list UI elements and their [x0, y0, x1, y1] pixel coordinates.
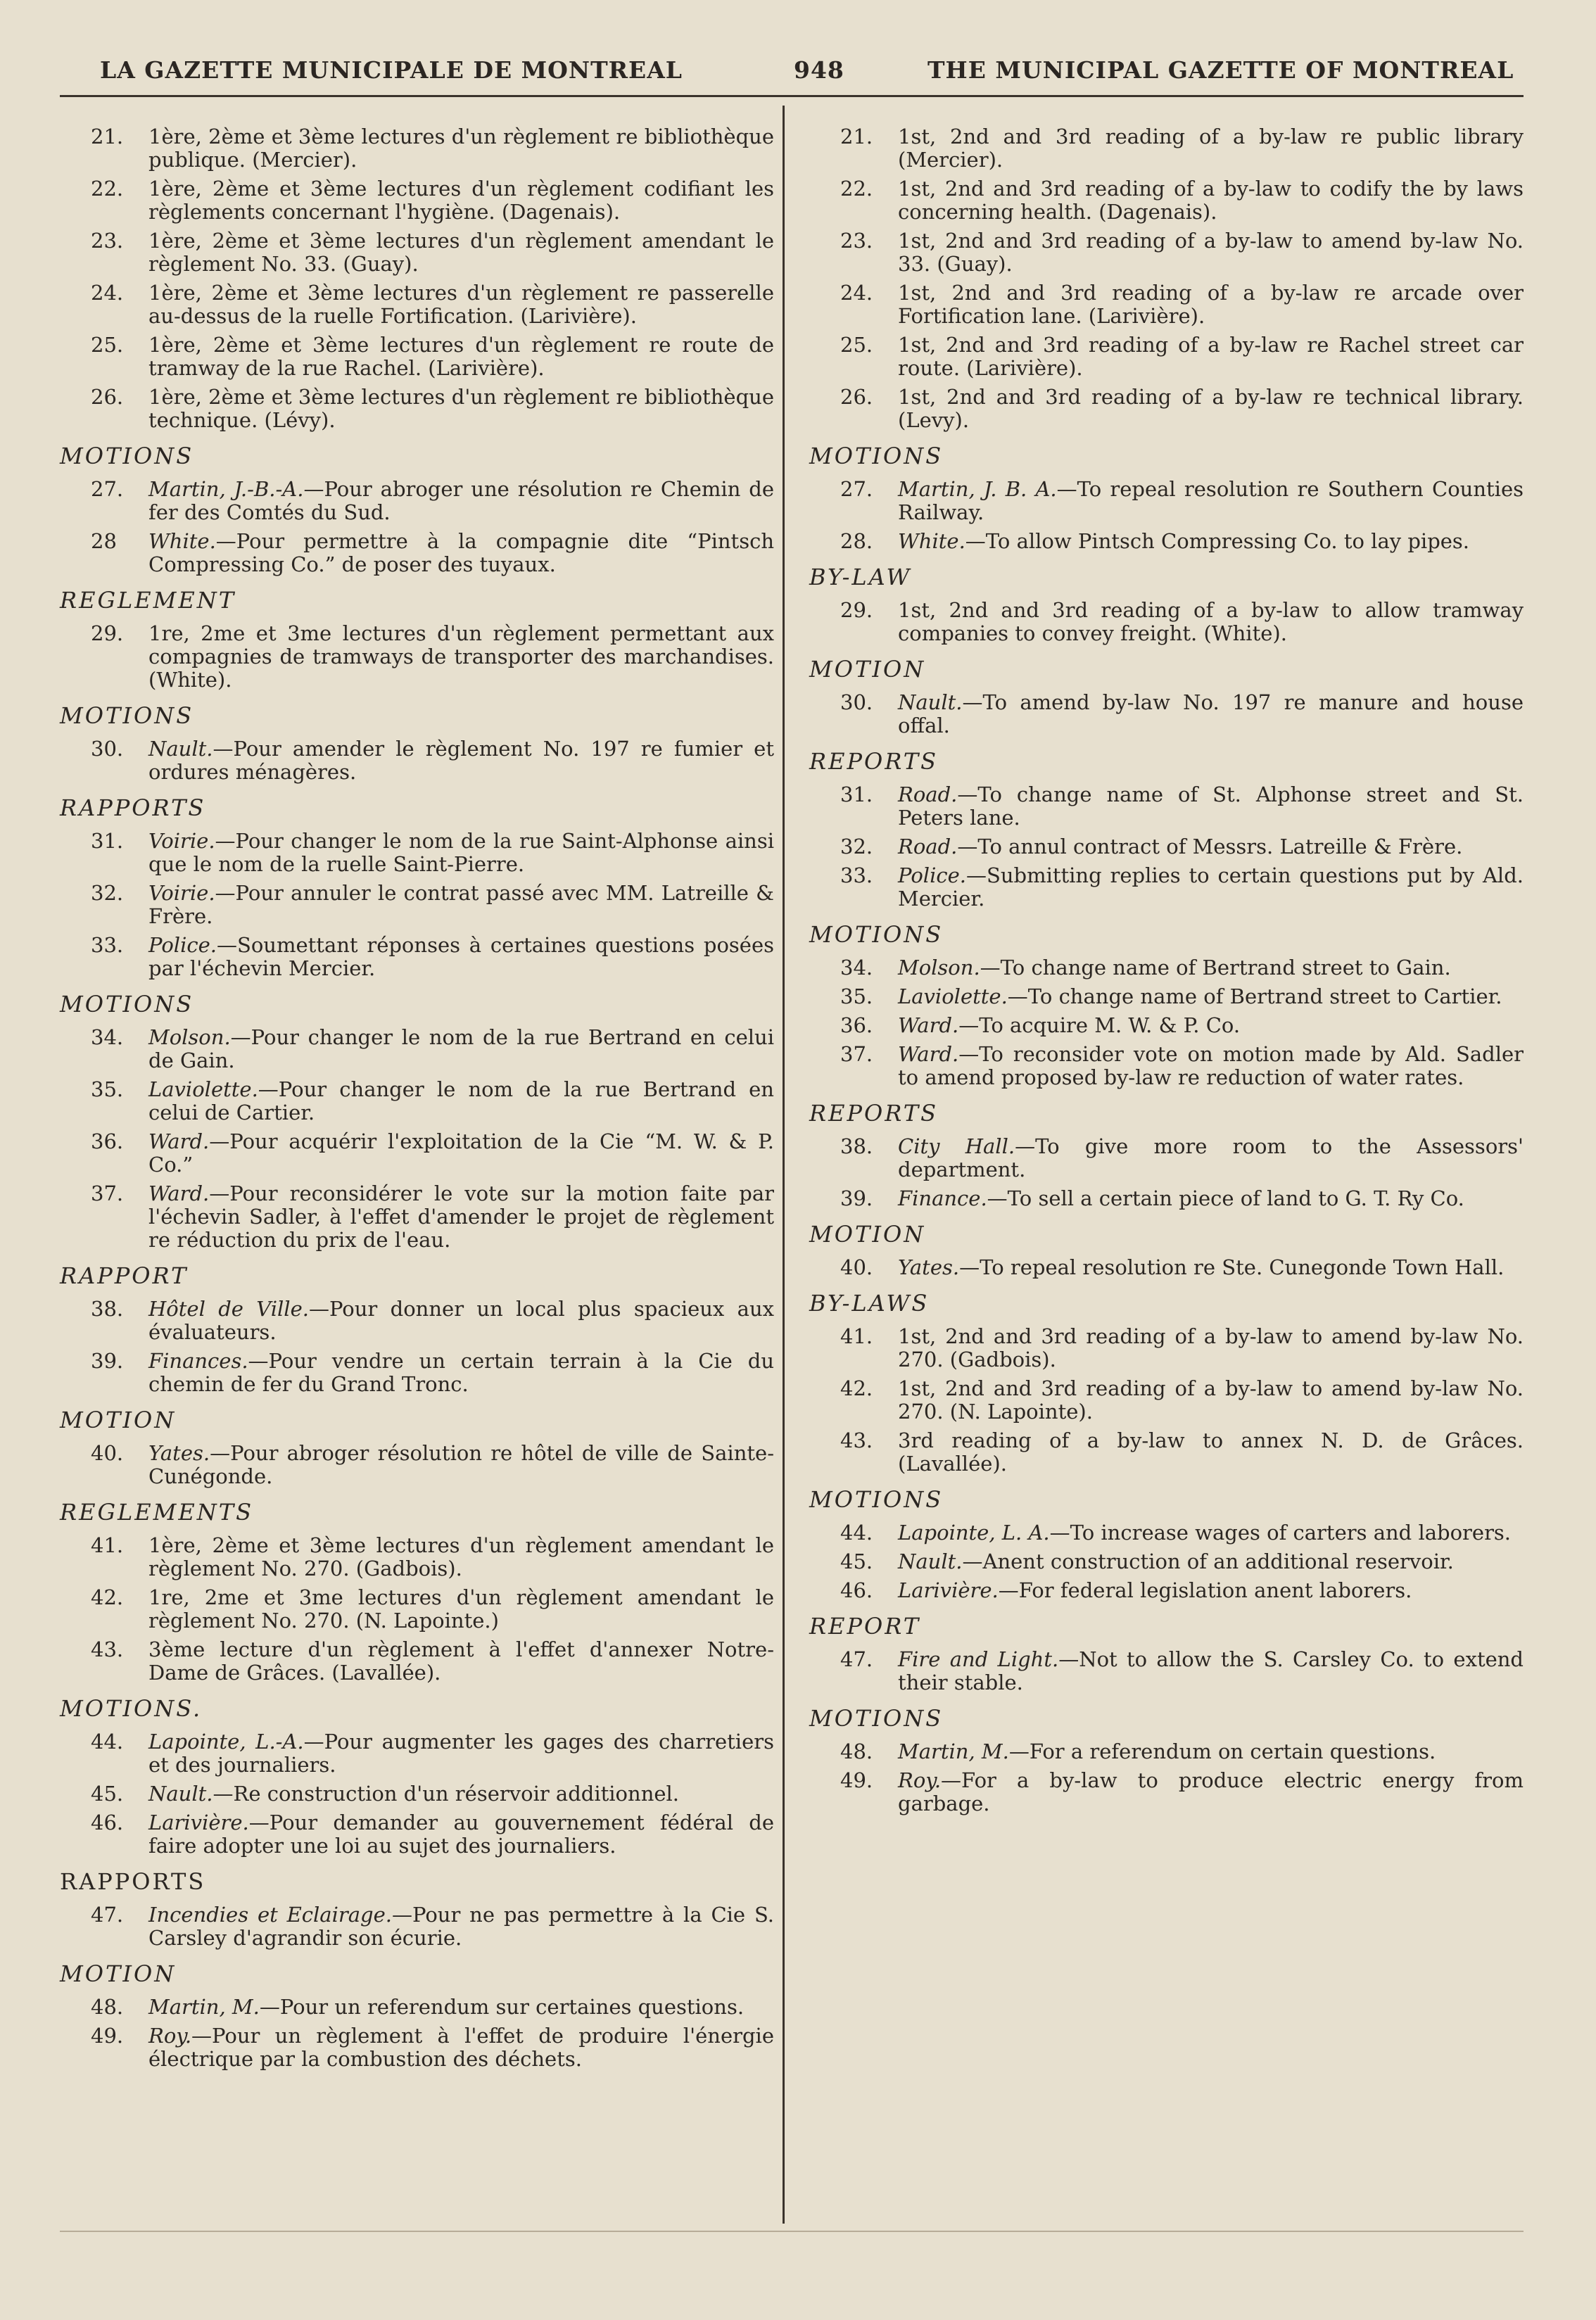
item-text: 1ère, 2ème et 3ème lectures d'un règlement amendant le règlement No. 270. (Gadbois). — [148, 1533, 774, 1580]
item-number: 34. — [840, 956, 873, 980]
item-number: 48. — [91, 1995, 124, 2019]
section-heading: REPORT — [809, 1613, 921, 1640]
item-mover: Police. — [148, 933, 217, 957]
item-text: 1ère, 2ème et 3ème lectures d'un règlement re bibliothèque technique. (Lévy). — [148, 385, 774, 432]
section-heading: MOTIONS — [809, 1486, 944, 1513]
section-heading: BY-LAWS — [809, 1290, 930, 1317]
agenda-item — [60, 1182, 774, 1252]
section-heading: MOTIONS — [60, 443, 194, 469]
agenda-item — [60, 2024, 774, 2071]
item-text: —Pour changer le nom de la rue Bertrand en celui de Cartier. — [148, 1077, 774, 1124]
agenda-item — [60, 1730, 774, 1777]
item-number: 27. — [91, 477, 124, 501]
item-mover: Laviolette. — [148, 1077, 258, 1101]
item-number: 28 — [91, 529, 117, 553]
section-heading: MOTION — [809, 1221, 926, 1248]
agenda-item — [60, 125, 774, 172]
agenda-item — [60, 1638, 774, 1685]
agenda-item — [60, 1298, 774, 1344]
header-english-title: THE MUNICIPAL GAZETTE OF MONTREAL — [927, 56, 1514, 84]
item-mover: Larivière. — [898, 1578, 999, 1602]
item-mover: Martin, M. — [148, 1995, 260, 2019]
agenda-item — [60, 1078, 774, 1124]
item-number: 31. — [840, 782, 873, 806]
agenda-item — [809, 1377, 1524, 1424]
item-mover: Finances. — [148, 1349, 248, 1373]
agenda-item — [809, 229, 1524, 276]
item-mover: Larivière. — [148, 1811, 249, 1834]
item-text: —Pour abroger une résolution re Chemin de fer des Comtés du Sud. — [148, 477, 774, 524]
item-number: 39. — [91, 1349, 124, 1373]
item-number: 33. — [840, 863, 873, 887]
agenda-item — [809, 1579, 1524, 1602]
item-number: 30. — [840, 690, 873, 714]
item-number: 43. — [840, 1428, 873, 1452]
item-number: 24. — [91, 281, 124, 305]
agenda-item — [809, 783, 1524, 830]
item-number: 46. — [840, 1578, 873, 1602]
agenda-item — [809, 691, 1524, 737]
french-column — [60, 125, 774, 2077]
agenda-item — [809, 478, 1524, 524]
item-number: 29. — [840, 598, 873, 622]
item-number: 30. — [91, 737, 124, 761]
agenda-item — [809, 1648, 1524, 1694]
item-number: 23. — [840, 229, 873, 253]
agenda-item — [60, 229, 774, 276]
item-text: —Anent construction of an additional reservoir. — [962, 1549, 1454, 1573]
item-number: 23. — [91, 229, 124, 253]
agenda-item — [809, 864, 1524, 911]
section-heading: MOTION — [809, 656, 926, 683]
bottom-rule — [60, 2231, 1524, 2232]
item-text: —For federal legislation anent laborers. — [998, 1578, 1412, 1602]
item-mover: Road. — [898, 835, 958, 858]
item-mover: White. — [148, 529, 216, 553]
item-text: —To repeal resolution re Ste. Cunegonde Town Hall. — [959, 1255, 1505, 1279]
item-number: 24. — [840, 281, 873, 305]
section-heading: REPORTS — [809, 1100, 939, 1127]
agenda-item — [809, 1550, 1524, 1573]
agenda-item — [809, 835, 1524, 858]
agenda-item — [809, 599, 1524, 645]
item-text: —To give more room to the Assessors' department. — [898, 1134, 1524, 1181]
item-number: 25. — [91, 333, 124, 357]
item-text: 3rd reading of a by-law to annex N. D. de Grâces. (Lavallée). — [898, 1428, 1524, 1476]
item-mover: Martin, M. — [898, 1739, 1009, 1763]
item-text: 1st, 2nd and 3rd reading of a by-law re arcade over Fortification lane. (Larivière). — [898, 281, 1524, 328]
agenda-item — [809, 1521, 1524, 1545]
item-text: —Not to allow the S. Carsley Co. to extend their stable. — [898, 1647, 1524, 1694]
agenda-item — [809, 1740, 1524, 1763]
item-mover: Roy. — [898, 1768, 942, 1792]
item-number: 37. — [91, 1181, 124, 1205]
agenda-item — [60, 737, 774, 784]
section-heading: MOTIONS — [809, 1705, 944, 1732]
item-text: —Pour un referendum sur certaines questions. — [259, 1995, 745, 2019]
item-text: —Pour changer le nom de la rue Saint-Alphonse ainsi que le nom de la ruelle Saint-Pierre. — [148, 829, 774, 876]
item-number: 49. — [840, 1768, 873, 1792]
item-text: —For a by-law to produce electric energy from garbage. — [898, 1768, 1524, 1815]
item-number: 35. — [91, 1077, 124, 1101]
agenda-item — [809, 177, 1524, 224]
agenda-item — [60, 386, 774, 432]
item-text: 1ère, 2ème et 3ème lectures d'un règlement re bibliothèque publique. (Mercier). — [148, 125, 774, 172]
agenda-item — [60, 1534, 774, 1580]
item-mover: Nault. — [898, 690, 963, 714]
item-number: 25. — [840, 333, 873, 357]
item-mover: Road. — [898, 782, 958, 806]
item-text: 1st, 2nd and 3rd reading of a by-law to allow tramway companies to convey freight. (White). — [898, 598, 1524, 645]
item-number: 22. — [840, 177, 873, 201]
item-number: 45. — [840, 1549, 873, 1573]
agenda-item — [809, 334, 1524, 380]
agenda-item — [809, 1187, 1524, 1210]
item-number: 47. — [91, 1903, 124, 1927]
item-text: 1st, 2nd and 3rd reading of a by-law re technical library. (Levy). — [898, 385, 1524, 432]
item-mover: Laviolette. — [898, 984, 1008, 1008]
section-heading: BY-LAW — [809, 564, 912, 590]
item-number: 38. — [91, 1297, 124, 1321]
item-mover: Yates. — [898, 1255, 960, 1279]
item-number: 27. — [840, 477, 873, 501]
item-number: 40. — [840, 1255, 873, 1279]
item-mover: Martin, J. B. A. — [898, 477, 1057, 501]
section-heading: MOTION — [60, 1407, 177, 1433]
item-mover: Voirie. — [148, 829, 215, 853]
item-number: 43. — [91, 1637, 124, 1661]
item-number: 33. — [91, 933, 124, 957]
item-number: 29. — [91, 621, 124, 645]
item-text: 3ème lecture d'un règlement à l'effet d'annexer Notre-Dame de Grâces. (Lavallée). — [148, 1637, 774, 1685]
item-text: 1st, 2nd and 3rd reading of a by-law re public library (Mercier). — [898, 125, 1524, 172]
agenda-item — [809, 125, 1524, 172]
section-heading: RAPPORT — [60, 1262, 189, 1289]
item-text: —Pour acquérir l'exploitation de la Cie “M. W. & P. Co.” — [148, 1129, 774, 1177]
item-number: 44. — [840, 1521, 873, 1545]
agenda-item — [60, 1811, 774, 1858]
item-text: —Pour un règlement à l'effet de produire l'énergie électrique par la combustion des déchets. — [148, 2024, 774, 2071]
item-text: —Re construction d'un réservoir additionnel. — [213, 1782, 680, 1806]
item-text: —Pour augmenter les gages des charretiers et des journaliers. — [148, 1730, 774, 1777]
item-number: 31. — [91, 829, 124, 853]
agenda-item — [60, 530, 774, 576]
item-number: 26. — [91, 385, 124, 409]
section-heading: MOTION — [60, 1960, 177, 1987]
item-text: 1re, 2me et 3me lectures d'un règlement amendant le règlement No. 270. (N. Lapointe.) — [148, 1585, 774, 1633]
item-text: —Pour permettre à la compagnie dite “Pintsch Compressing Co.” de poser des tuyaux. — [148, 529, 774, 576]
item-text: 1st, 2nd and 3rd reading of a by-law to amend by-law No. 33. (Guay). — [898, 229, 1524, 276]
item-text: —To acquire M. W. & P. Co. — [958, 1013, 1241, 1037]
agenda-item — [60, 1903, 774, 1950]
item-number: 41. — [91, 1533, 124, 1557]
agenda-item — [809, 985, 1524, 1008]
item-number: 34. — [91, 1025, 124, 1049]
agenda-item — [60, 1026, 774, 1072]
item-text: —To repeal resolution re Southern Counties Railway. — [898, 477, 1524, 524]
item-number: 21. — [840, 125, 873, 148]
item-text: —Soumettant réponses à certaines questions posées par l'échevin Mercier. — [148, 933, 774, 980]
agenda-item — [809, 956, 1524, 980]
item-number: 42. — [840, 1376, 873, 1400]
item-mover: Nault. — [898, 1549, 963, 1573]
item-mover: Nault. — [148, 1782, 213, 1806]
item-mover: Molson. — [148, 1025, 231, 1049]
item-text: —Pour vendre un certain terrain à la Cie du chemin de fer du Grand Tronc. — [148, 1349, 774, 1396]
item-mover: Voirie. — [148, 881, 215, 905]
item-number: 49. — [91, 2024, 124, 2048]
header-french-title: LA GAZETTE MUNICIPALE DE MONTREAL — [100, 56, 683, 84]
item-text: 1ère, 2ème et 3ème lectures d'un règlement re route de tramway de la rue Rachel. (Larivière). — [148, 333, 774, 380]
item-text: —To amend by-law No. 197 re manure and house offal. — [898, 690, 1524, 737]
page-number: 948 — [794, 56, 844, 84]
agenda-item — [60, 1442, 774, 1488]
agenda-item — [809, 1043, 1524, 1089]
item-mover: Ward. — [898, 1013, 959, 1037]
agenda-item — [60, 177, 774, 224]
agenda-item — [809, 1135, 1524, 1181]
item-mover: Fire and Light. — [898, 1647, 1059, 1671]
agenda-item — [60, 622, 774, 692]
agenda-item — [809, 1014, 1524, 1037]
item-number: 32. — [840, 835, 873, 858]
item-text: —To reconsider vote on motion made by Ald. Sadler to amend proposed by-law re reduction of water rates. — [898, 1042, 1524, 1089]
item-number: 39. — [840, 1186, 873, 1210]
item-mover: Lapointe, L.-A. — [148, 1730, 304, 1754]
section-heading: MOTIONS — [809, 443, 944, 469]
item-mover: Ward. — [148, 1181, 210, 1205]
item-mover: Nault. — [148, 737, 213, 761]
item-text: 1re, 2me et 3me lectures d'un règlement permettant aux compagnies de tramways de transporter des marchandises. (White). — [148, 621, 774, 692]
item-mover: Ward. — [148, 1129, 210, 1153]
item-mover: Roy. — [148, 2024, 192, 2048]
agenda-item — [60, 478, 774, 524]
section-heading: MOTIONS — [809, 921, 944, 948]
item-text: —To change name of Bertrand street to Gain. — [980, 956, 1451, 980]
item-text: 1ère, 2ème et 3ème lectures d'un règlement codifiant les règlements concernant l'hygiène. (Dagenais). — [148, 177, 774, 224]
item-number: 48. — [840, 1739, 873, 1763]
agenda-item — [60, 1782, 774, 1806]
item-mover: Lapointe, L. A. — [898, 1521, 1050, 1545]
section-heading: MOTIONS — [60, 702, 194, 729]
section-heading: MOTIONS — [60, 991, 194, 1018]
item-text: —Pour donner un local plus spacieux aux évaluateurs. — [148, 1297, 774, 1344]
agenda-item — [809, 530, 1524, 553]
item-text: —Pour amender le règlement No. 197 re fumier et ordures ménagères. — [148, 737, 774, 784]
item-number: 44. — [91, 1730, 124, 1754]
item-text: 1st, 2nd and 3rd reading of a by-law re Rachel street car route. (Larivière). — [898, 333, 1524, 380]
item-number: 37. — [840, 1042, 873, 1066]
agenda-item — [60, 1996, 774, 2019]
item-mover: City Hall. — [898, 1134, 1015, 1158]
agenda-item — [809, 281, 1524, 328]
item-text: —Pour ne pas permettre à la Cie S. Carsley d'agrandir son écurie. — [148, 1903, 774, 1950]
section-heading: RAPPORTS — [60, 794, 206, 821]
agenda-item — [809, 1256, 1524, 1279]
item-text: —Pour changer le nom de la rue Bertrand en celui de Gain. — [148, 1025, 774, 1072]
item-mover: Incendies et Eclairage. — [148, 1903, 392, 1927]
agenda-item — [60, 934, 774, 980]
agenda-item — [809, 386, 1524, 432]
item-text: —Pour abroger résolution re hôtel de ville de Sainte-Cunégonde. — [148, 1441, 774, 1488]
item-mover: Finance. — [898, 1186, 987, 1210]
item-mover: Yates. — [148, 1441, 210, 1465]
item-number: 35. — [840, 984, 873, 1008]
agenda-item — [60, 334, 774, 380]
section-heading: REPORTS — [809, 748, 939, 775]
item-text: 1st, 2nd and 3rd reading of a by-law to amend by-law No. 270. (Gadbois). — [898, 1324, 1524, 1371]
agenda-item — [60, 1130, 774, 1177]
item-text: —Pour demander au gouvernement fédéral de faire adopter une loi au sujet des journaliers. — [148, 1811, 774, 1858]
agenda-item — [60, 882, 774, 928]
item-text: —To allow Pintsch Compressing Co. to lay pipes. — [965, 529, 1470, 553]
item-mover: Molson. — [898, 956, 980, 980]
item-mover: Police. — [898, 863, 966, 887]
item-number: 42. — [91, 1585, 124, 1609]
item-text: —Pour annuler le contrat passé avec MM. Latreille & Frère. — [148, 881, 774, 928]
item-text: —To annul contract of Messrs. Latreille & Frère. — [957, 835, 1463, 858]
item-number: 46. — [91, 1811, 124, 1834]
item-mover: Hôtel de Ville. — [148, 1297, 309, 1321]
item-number: 36. — [91, 1129, 124, 1153]
item-text: —Pour reconsidérer le vote sur la motion faite par l'échevin Sadler, à l'effet d'amender le projet de règlement re réduction du prix de l'eau. — [148, 1181, 774, 1252]
agenda-item — [60, 1586, 774, 1633]
item-text: —Submitting replies to certain questions put by Ald. Mercier. — [898, 863, 1524, 911]
item-number: 40. — [91, 1441, 124, 1465]
section-heading: RAPPORTS — [60, 1868, 206, 1895]
item-number: 32. — [91, 881, 124, 905]
item-number: 38. — [840, 1134, 873, 1158]
item-mover: Martin, J.-B.-A. — [148, 477, 304, 501]
item-number: 47. — [840, 1647, 873, 1671]
item-text: 1st, 2nd and 3rd reading of a by-law to amend by-law No. 270. (N. Lapointe). — [898, 1376, 1524, 1424]
item-number: 36. — [840, 1013, 873, 1037]
section-heading: REGLEMENT — [60, 587, 236, 614]
item-number: 45. — [91, 1782, 124, 1806]
item-text: —To sell a certain piece of land to G. T. Ry Co. — [987, 1186, 1464, 1210]
item-number: 26. — [840, 385, 873, 409]
item-number: 21. — [91, 125, 124, 148]
agenda-item — [60, 830, 774, 876]
header-rule — [60, 95, 1524, 97]
item-mover: Ward. — [898, 1042, 959, 1066]
item-mover: White. — [898, 529, 965, 553]
agenda-item — [809, 1325, 1524, 1371]
column-divider — [783, 106, 785, 2224]
agenda-item — [809, 1769, 1524, 1815]
section-heading: MOTIONS. — [60, 1695, 203, 1722]
section-heading: REGLEMENTS — [60, 1499, 254, 1526]
item-text: 1ère, 2ème et 3ème lectures d'un règlement amendant le règlement No. 33. (Guay). — [148, 229, 774, 276]
item-text: —To increase wages of carters and laborers. — [1049, 1521, 1512, 1545]
agenda-item — [809, 1429, 1524, 1476]
english-column — [809, 125, 1524, 1821]
item-text: —To change name of St. Alphonse street and St. Peters lane. — [898, 782, 1524, 830]
item-number: 28. — [840, 529, 873, 553]
agenda-item — [60, 1350, 774, 1396]
item-text: 1st, 2nd and 3rd reading of a by-law to codify the by laws concerning health. (Dagenais). — [898, 177, 1524, 224]
item-text: —For a referendum on certain questions. — [1008, 1739, 1436, 1763]
item-number: 41. — [840, 1324, 873, 1348]
item-text: 1ère, 2ème et 3ème lectures d'un règlement re passerelle au-dessus de la ruelle Fortification. (Larivière). — [148, 281, 774, 328]
item-text: —To change name of Bertrand street to Cartier. — [1007, 984, 1502, 1008]
item-number: 22. — [91, 177, 124, 201]
agenda-item — [60, 281, 774, 328]
